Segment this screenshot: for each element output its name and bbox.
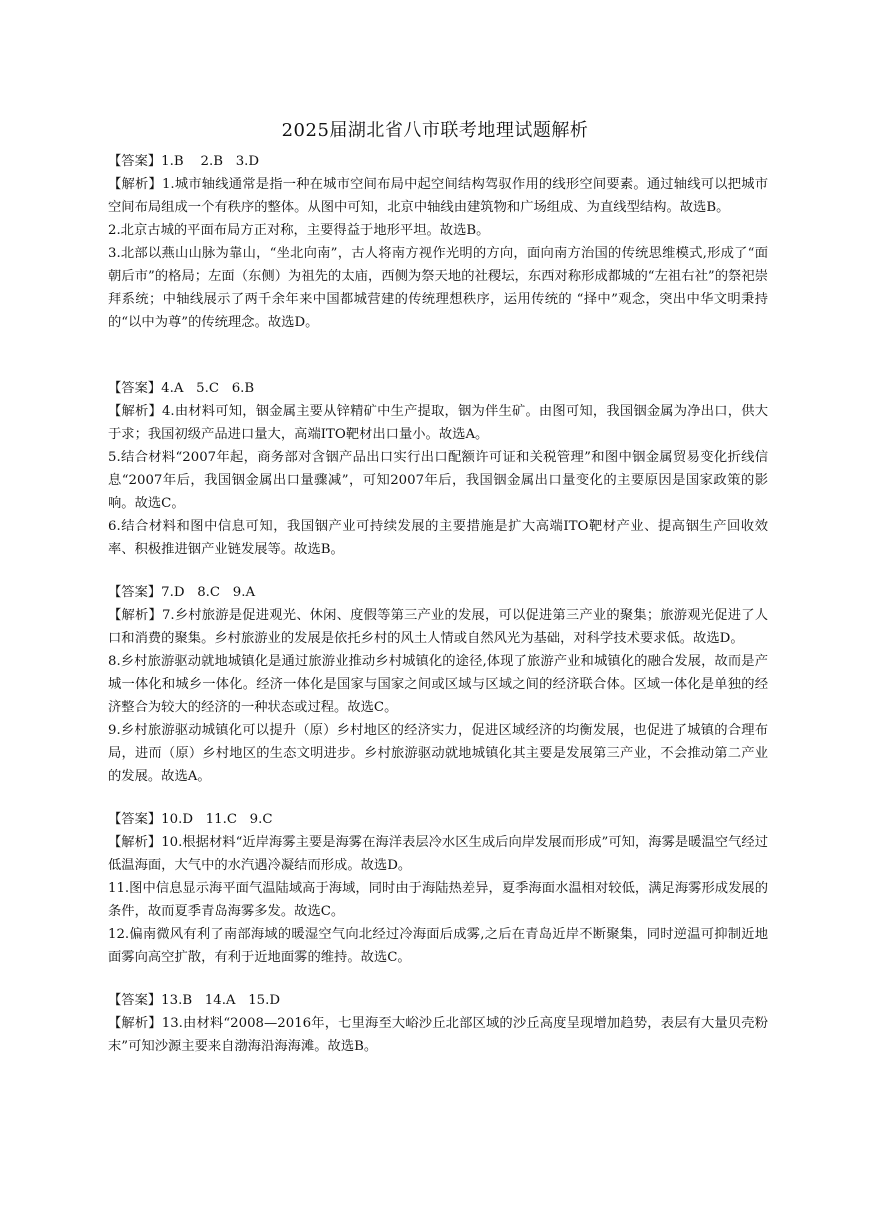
analysis-paragraph: 8.乡村旅游驱动就地城镇化是通过旅游业推动乡村城镇化的途径,体现了旅游产业和城镇化的融合发展，故而是产城一体化和城乡一体化。经济一体化是国家与国家之间或区域与区域之间的经济联合体。区域一体化是单独的经济整合为较大的经济的一种状态或过程。故选C。	[108, 654, 768, 715]
analysis-paragraph: 【解析】1.城市轴线通常是指一种在城市空间布局中起空间结构驾驭作用的线形空间要素。通过轴线可以把城市空间布局组成一个有秩序的整体。从图中可知，北京中轴线由建筑物和广场组成、为直线型结构。故选B。	[108, 177, 768, 215]
document-body	[108, 150, 768, 1058]
answer-section-5	[108, 989, 768, 1058]
analysis-paragraph: 5.结合材料“2007年起，商务部对含铟产品出口实行出口配额许可证和关税管理”和图中铟金属贸易变化折线信息“2007年后，我国铟金属出口量骤减”，可知2007年后，我国铟金属出口量变化的主要原因是国家政策的影响。故选C。	[108, 450, 768, 511]
analysis-paragraph: 12.偏南微风有利了南部海域的暖湿空气向北经过冷海面后成雾,之后在青岛近岸不断聚集，同时逆温可抑制近地面雾向高空扩散，有利于近地面雾的维持。故选C。	[108, 927, 768, 965]
answer-line: 【答案】1.B 2.B 3.D	[108, 154, 260, 169]
answer-section-4	[108, 808, 768, 969]
answer-line: 【答案】10.D 11.C 9.C	[108, 812, 273, 827]
analysis-paragraph: 6.结合材料和图中信息可知，我国铟产业可持续发展的主要措施是扩大高端ITO靶材产业、提高铟生产回收效率、积极推进铟产业链发展等。故选B。	[108, 519, 768, 557]
answer-line: 【答案】13.B 14.A 15.D	[108, 993, 281, 1008]
document-title: 2025届湖北省八市联考地理试题解析	[281, 120, 589, 141]
answer-line: 【答案】7.D 8.C 9.A	[108, 585, 256, 600]
analysis-paragraph: 3.北部以燕山山脉为靠山，“坐北向南”，古人将南方视作光明的方向，面向南方治国的传统思维模式,形成了“面朝后市”的格局；左面（东侧）为祖先的太庙，西侧为祭天地的社稷坛，东西对称形成都城的“左祖右社”的祭祀崇拜系统；中轴线展示了两千余年来中国都城营建的传统理想秩序，运用传统的 “择中”观念，突出中华文明秉持的“以中为尊”的传统理念。故选D。	[108, 246, 768, 330]
analysis-paragraph: 【解析】10.根据材料“近岸海雾主要是海雾在海洋表层冷水区生成后向岸发展而形成”可知，海雾是暖温空气经过低温海面，大气中的水汽遇冷凝结而形成。故选D。	[108, 835, 768, 873]
analysis-paragraph: 11.图中信息显示海平面气温陆域高于海域，同时由于海陆热差异，夏季海面水温相对较低，满足海雾形成发展的条件，故而夏季青岛海雾多发。故选C。	[108, 881, 768, 919]
answer-section-1	[108, 150, 768, 334]
answer-line: 【答案】4.A 5.C 6.B	[108, 381, 255, 396]
analysis-paragraph: 9.乡村旅游驱动城镇化可以提升（原）乡村地区的经济实力，促进区域经济的均衡发展，也促进了城镇的合理布局，进而（原）乡村地区的生态文明进步。乡村旅游驱动就地城镇化其主要是发展第三产业，不会推动第二产业的发展。故选A。	[108, 723, 768, 784]
answer-section-3	[108, 581, 768, 788]
analysis-paragraph: 【解析】13.由材料“2008—2016年，七里海至大峪沙丘北部区域的沙丘高度呈现增加趋势，表层有大量贝壳粉末”可知沙源主要来自渤海沿海海滩。故选B。	[108, 1016, 768, 1054]
analysis-paragraph: 2.北京古城的平面布局方正对称，主要得益于地形平坦。故选B。	[108, 223, 490, 238]
analysis-paragraph: 【解析】4.由材料可知，铟金属主要从锌精矿中生产提取，铟为伴生矿。由图可知，我国铟金属为净出口，供大于求；我国初级产品进口量大，高端ITO靶材出口量小。故选A。	[108, 404, 768, 442]
answer-section-2	[108, 377, 768, 561]
analysis-paragraph: 【解析】7.乡村旅游是促进观光、休闲、度假等第三产业的发展，可以促进第三产业的聚集；旅游观光促进了人口和消费的聚集。乡村旅游业的发展是依托乡村的风土人情或自然风光为基础，对科学技术要求低。故选D。	[108, 608, 768, 646]
